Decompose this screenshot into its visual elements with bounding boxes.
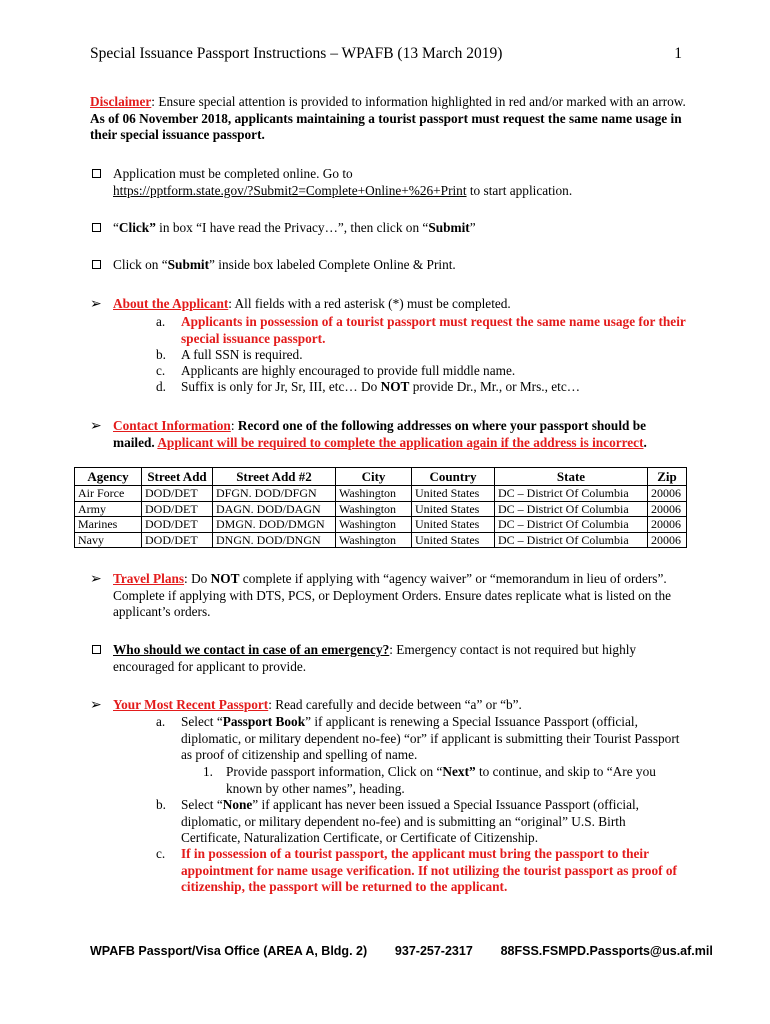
- section-text: complete if applying with “agency waiver” or “memorandum in lieu of orders”. Complete if applying with DTS, PCS, or Deployment Orders. Ensure dates replicate what is listed on the applicant’s orders.: [113, 571, 672, 619]
- table-row: [75, 532, 687, 548]
- list-item: [156, 347, 686, 364]
- list-text: to continue, and skip to “Are you known by other names”, heading.: [226, 764, 656, 796]
- disclaimer: [90, 94, 690, 144]
- section-emergency-contact: [90, 642, 690, 675]
- section-bold: Record one of the following addresses on where your passport should be mailed.: [113, 418, 647, 450]
- table-cell: United States: [412, 517, 495, 533]
- table-row: [75, 517, 687, 533]
- section-heading: Travel Plans: [113, 571, 185, 586]
- list-label: b.: [156, 347, 166, 362]
- checkbox-icon: [92, 223, 101, 232]
- table-cell: DC – District Of Columbia: [495, 517, 648, 533]
- table-cell: DFGN. DOD/DFGN: [213, 486, 336, 502]
- list-text: A full SSN is required.: [181, 347, 303, 362]
- arrow-bullet-icon: ➢: [90, 418, 102, 434]
- table-cell: Air Force: [75, 486, 142, 502]
- application-link[interactable]: https://pptform.state.gov/?Submit2=Complete+Online+%26+Print: [113, 182, 467, 198]
- table-cell: DMGN. DOD/DMGN: [213, 517, 336, 533]
- section-heading: Your Most Recent Passport: [113, 697, 269, 712]
- table-cell: United States: [412, 532, 495, 548]
- page-header: [90, 46, 682, 63]
- list-item: [156, 379, 686, 396]
- click-word: Click”: [118, 220, 156, 235]
- step-text-after: to start application.: [466, 182, 573, 198]
- step-text: in box “I have read the Privacy…”, then click on “: [155, 220, 429, 235]
- list-text: provide Dr., Mr., or Mrs., etc…: [409, 379, 581, 394]
- list-bold: None: [222, 797, 253, 812]
- table-cell: 20006: [648, 532, 687, 548]
- table-cell: DC – District Of Columbia: [495, 532, 648, 548]
- checkbox-icon: [92, 645, 101, 654]
- section-heading: Contact Information: [113, 418, 231, 433]
- table-cell: 20006: [648, 517, 687, 533]
- table-cell: Navy: [75, 532, 142, 548]
- document-title: Special Issuance Passport Instructions – WPAFB (13 March 2019): [90, 45, 503, 62]
- section-recent-passport: [90, 697, 690, 714]
- column-header: Zip: [648, 468, 687, 486]
- section-text: : Do: [184, 571, 211, 586]
- list-label: b.: [156, 797, 166, 812]
- list-text: Suffix is only for Jr, Sr, III, etc… Do: [181, 379, 381, 394]
- table-cell: Washington: [336, 501, 412, 517]
- office-phone: 937-257-2317: [394, 944, 473, 958]
- table-cell: Washington: [336, 517, 412, 533]
- step-text: Application must be completed online. Go to: [113, 166, 353, 181]
- table-cell: Washington: [336, 486, 412, 502]
- table-cell: DOD/DET: [142, 532, 213, 548]
- list-text: Select “: [181, 797, 223, 812]
- list-item: [156, 797, 686, 847]
- disclaimer-label: Disclaimer: [90, 94, 152, 109]
- checkbox-icon: [92, 260, 101, 269]
- column-header: Agency: [75, 468, 142, 486]
- list-label: c.: [156, 363, 166, 378]
- step-text: ” inside box labeled Complete Online & Print.: [209, 257, 456, 272]
- list-text: ” if applicant has never been issued a Special Issuance Passport (official, diplomatic, or military dependent no-fee) and is submitting an “original” U.S. Birth Certificate, Naturalization Certificate, or Certificate of Citizenship.: [181, 797, 639, 845]
- table-cell: United States: [412, 501, 495, 517]
- section-text: : Emergency contact is not required but highly encouraged for applicant to provide.: [113, 642, 637, 674]
- table-cell: DNGN. DOD/DNGN: [213, 532, 336, 548]
- list-label: d.: [156, 379, 166, 394]
- list-text: Select “: [181, 714, 223, 729]
- list-label: c.: [156, 846, 166, 861]
- arrow-bullet-icon: ➢: [90, 697, 102, 713]
- list-text: ” if applicant is renewing a Special Issuance Passport (official, diplomatic, or military dependent no-fee) “or” if applicant is submitting their Tourist Passport as proof of citizenship and spelling of name.: [181, 714, 680, 762]
- table-row: [75, 486, 687, 502]
- table-header-row: [75, 468, 687, 486]
- section-heading: Who should we contact in case of an emergency?: [113, 642, 390, 657]
- address-table: [74, 467, 687, 548]
- section-about-applicant: [90, 296, 690, 313]
- table-row: [75, 501, 687, 517]
- section-contact-information: [90, 418, 690, 451]
- table-cell: DOD/DET: [142, 501, 213, 517]
- section-text: : Read carefully and decide between “a” or “b”.: [268, 697, 522, 712]
- arrow-bullet-icon: ➢: [90, 296, 102, 312]
- arrow-bullet-icon: ➢: [90, 571, 102, 587]
- submit-word: Submit: [167, 257, 210, 272]
- step-text: Click on “: [113, 257, 168, 272]
- list-label: 1.: [203, 764, 213, 779]
- list-bold: Passport Book: [222, 714, 306, 729]
- page-footer: [90, 943, 713, 960]
- column-header: Street Add: [142, 468, 213, 486]
- step-submit: [90, 257, 690, 274]
- office-address: WPAFB Passport/Visa Office (AREA A, Bldg. 2): [90, 944, 368, 958]
- list-text: Applicants in possession of a tourist passport must request the same name usage for their special issuance passport.: [181, 314, 686, 346]
- list-item: [156, 714, 686, 764]
- list-label: a.: [156, 314, 166, 329]
- quote: “: [113, 220, 119, 235]
- section-heading: About the Applicant: [113, 296, 229, 311]
- list-item: [156, 846, 686, 896]
- table-cell: 20006: [648, 486, 687, 502]
- section-bold: NOT: [210, 571, 240, 586]
- list-item: [156, 314, 686, 347]
- step-privacy: [90, 220, 690, 237]
- table-cell: Army: [75, 501, 142, 517]
- table-cell: Marines: [75, 517, 142, 533]
- page-number: 1: [674, 45, 682, 62]
- office-email: 88FSS.FSMPD.Passports@us.af.mil: [500, 944, 713, 958]
- column-header: Country: [412, 468, 495, 486]
- list-text: Applicants are highly encouraged to provide full middle name.: [181, 363, 516, 378]
- column-header: Street Add #2: [213, 468, 336, 486]
- table-cell: United States: [412, 486, 495, 502]
- column-header: State: [495, 468, 648, 486]
- section-warning: Applicant will be required to complete the application again if the address is incorrect: [157, 434, 644, 450]
- list-bold: Next”: [442, 764, 476, 779]
- disclaimer-text: : Ensure special attention is provided to information highlighted in red and/or marked with an arrow.: [151, 94, 686, 109]
- list-label: a.: [156, 714, 166, 729]
- submit-word: Submit: [428, 220, 470, 235]
- list-subitem: [203, 764, 683, 797]
- section-text: : All fields with a red asterisk (*) must be completed.: [228, 296, 511, 311]
- colon: :: [230, 418, 238, 433]
- table-cell: DOD/DET: [142, 486, 213, 502]
- table-cell: DC – District Of Columbia: [495, 486, 648, 502]
- section-travel-plans: [90, 571, 690, 621]
- step-application-online: [90, 166, 690, 199]
- quote: ”: [469, 220, 476, 235]
- table-cell: DAGN. DOD/DAGN: [213, 501, 336, 517]
- checkbox-icon: [92, 169, 101, 178]
- table-cell: DOD/DET: [142, 517, 213, 533]
- list-bold: NOT: [380, 379, 410, 394]
- list-text: Provide passport information, Click on “: [226, 764, 443, 779]
- disclaimer-bold: As of 06 November 2018, applicants maintaining a tourist passport must request the same name usage in their special issuance passport.: [90, 110, 682, 142]
- list-item: [156, 363, 686, 380]
- table-cell: DC – District Of Columbia: [495, 501, 648, 517]
- table-cell: 20006: [648, 501, 687, 517]
- period: .: [643, 434, 647, 450]
- table-cell: Washington: [336, 532, 412, 548]
- list-text: If in possession of a tourist passport, the applicant must bring the passport to their appointment for name usage verification. If not utilizing the tourist passport as proof of citizenship, the passport will be returned to the applicant.: [181, 846, 677, 894]
- column-header: City: [336, 468, 412, 486]
